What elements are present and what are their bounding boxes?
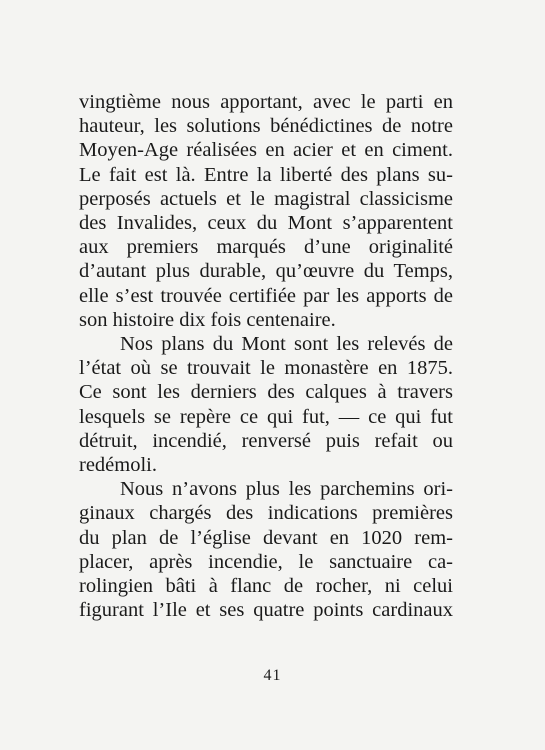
text-line: perposés actuels et le magistral classicisme: [79, 187, 453, 210]
paragraph-1: [79, 90, 453, 332]
text-line: des Invalides, ceux du Mont s’apparentent: [79, 212, 453, 235]
text-line: détruit, incendié, renversé puis refait ou: [79, 429, 453, 452]
text-line: son histoire dix fois centenaire.: [79, 308, 336, 331]
paragraph-3: [79, 477, 453, 622]
text-line: rolingien bâti à flanc de rocher, ni celui: [79, 575, 453, 598]
text-line: redémoli.: [79, 454, 157, 477]
text-line: lesquels se repère ce qui fut, — ce qui fut: [79, 405, 453, 428]
text-line: Nous n’avons plus les parchemins ori-: [120, 478, 453, 501]
text-line: placer, après incendie, le sanctuaire ca-: [79, 550, 453, 573]
text-line: hauteur, les solutions bénédictines de notre: [79, 115, 453, 138]
text-line: du plan de l’église devant en 1020 rem-: [79, 526, 453, 549]
text-line: Moyen-Age réalisées en acier et en ciment.: [79, 139, 453, 162]
text-line: l’état où se trouvait le monastère en 1875.: [79, 357, 453, 380]
body-text: [79, 90, 453, 622]
text-line: d’autant plus durable, qu’œuvre du Temps,: [79, 260, 453, 283]
text-line: Nos plans du Mont sont les relevés de: [120, 333, 453, 356]
text-line: ginaux chargés des indications premières: [79, 502, 453, 525]
paragraph-2: [79, 332, 453, 477]
text-line: figurant l’Ile et ses quatre points cardinaux: [79, 599, 453, 622]
page-number: 41: [263, 667, 282, 684]
text-line: Le fait est là. Entre la liberté des plans su-: [79, 163, 453, 186]
text-line: elle s’est trouvée certifiée par les apports de: [79, 284, 453, 307]
text-line: aux premiers marqués d’une originalité: [79, 236, 453, 259]
text-line: vingtième nous apportant, avec le parti en: [79, 91, 453, 113]
text-line: Ce sont les derniers des calques à travers: [79, 381, 453, 404]
